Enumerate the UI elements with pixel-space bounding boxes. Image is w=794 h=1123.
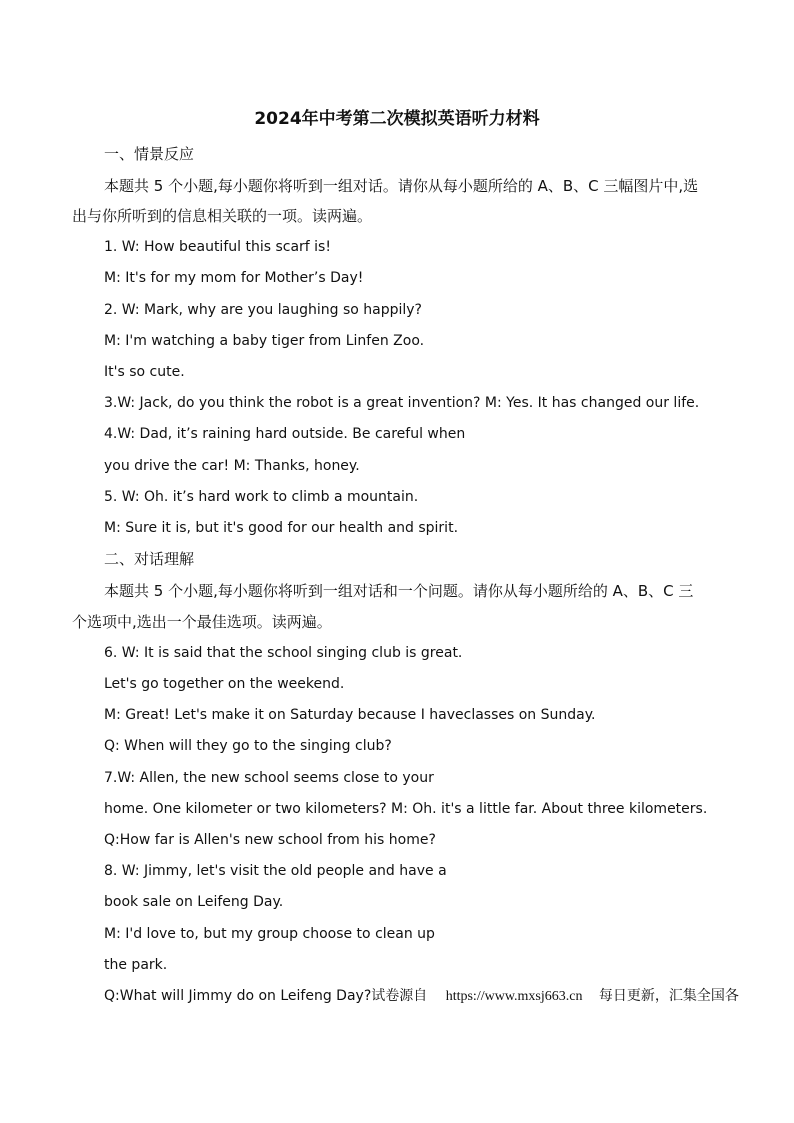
dialogue-line: M: It's for my mom for Mother’s Day!: [104, 270, 364, 286]
dialogue-line: 5. W: Oh. it’s hard work to climb a mountain.: [104, 489, 419, 505]
footer-question: Q:What will Jimmy do on Leifeng Day?试卷源自: [104, 988, 428, 1004]
section2-instructions-line1: 本题共 5 个小题,每小题你将听到一组对话和一个问题。请你从每小题所给的 A、B、C 三: [104, 582, 694, 600]
dialogue-line: Q:How far is Allen's new school from his home?: [104, 832, 436, 848]
dialogue-line: Q: When will they go to the singing club?: [104, 738, 392, 754]
dialogue-line: 8. W: Jimmy, let's visit the old people and have a: [104, 863, 447, 879]
footer-note: 每日更新，汇集全国各: [598, 988, 739, 1004]
dialogue-line: 4.W: Dad, it’s raining hard outside. Be careful when: [104, 426, 466, 442]
footer-line: [104, 986, 744, 1007]
dialogue-line: 7.W: Allen, the new school seems close to your: [104, 770, 434, 786]
section1-instructions-line1: 本题共 5 个小题,每小题你将听到一组对话。请你从每小题所给的 A、B、C 三幅图片中,选: [104, 177, 699, 195]
dialogue-line: M: Sure it is, but it's good for our health and spirit.: [104, 520, 459, 536]
dialogue-line: Let's go together on the weekend.: [104, 676, 345, 692]
section1-heading: 一、情景反应: [104, 145, 195, 163]
dialogue-line: M: Great! Let's make it on Saturday because I haveclasses on Sunday.: [104, 707, 596, 723]
page-title: 2024年中考第二次模拟英语听力材料: [254, 109, 540, 129]
dialogue-line: the park.: [104, 957, 168, 973]
section2-instructions-line2: 个选项中,选出一个最佳选项。读两遍。: [72, 613, 332, 631]
source-link[interactable]: https://www.mxsj663.cn: [445, 989, 583, 1004]
dialogue-line: home. One kilometer or two kilometers? M: Oh. it's a little far. About three kilometers.: [104, 801, 708, 817]
dialogue-line: M: I'd love to, but my group choose to clean up: [104, 926, 435, 942]
section1-instructions-line2: 出与你所听到的信息相关联的一项。读两遍。: [72, 207, 373, 225]
dialogue-line: 1. W: How beautiful this scarf is!: [104, 239, 331, 255]
section2-heading: 二、对话理解: [104, 550, 195, 568]
dialogue-line: M: I'm watching a baby tiger from Linfen Zoo.: [104, 333, 425, 349]
dialogue-line: 3.W: Jack, do you think the robot is a great invention? M: Yes. It has changed our life.: [104, 395, 700, 411]
dialogue-line: 6. W: It is said that the school singing club is great.: [104, 645, 463, 661]
dialogue-line: you drive the car! M: Thanks, honey.: [104, 458, 360, 474]
dialogue-line: 2. W: Mark, why are you laughing so happily?: [104, 302, 422, 318]
dialogue-line: book sale on Leifeng Day.: [104, 894, 284, 910]
dialogue-line: It's so cute.: [104, 364, 185, 380]
